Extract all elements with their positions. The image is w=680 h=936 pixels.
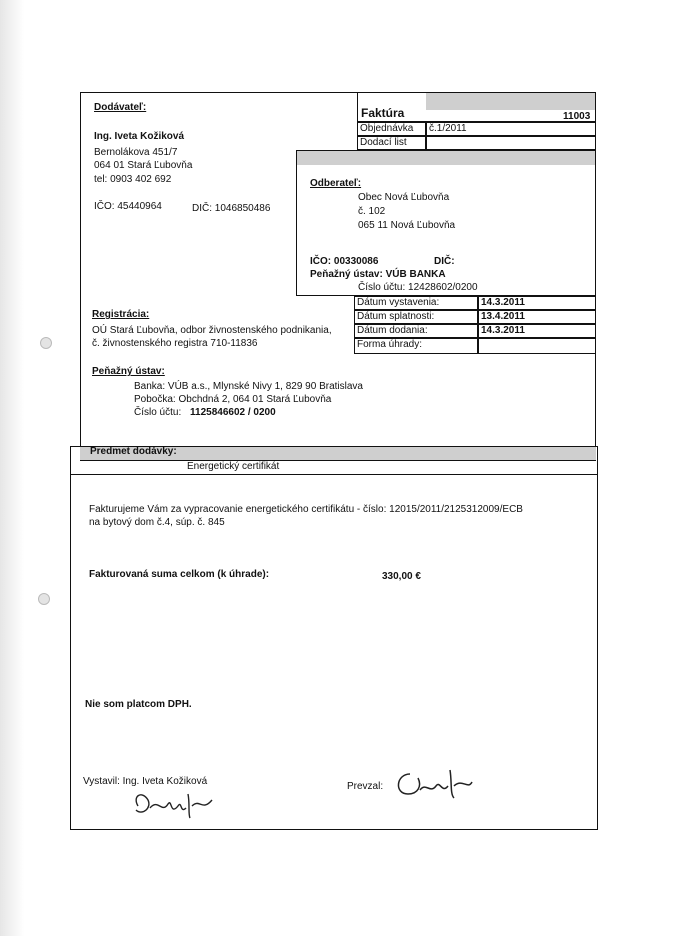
date-delivery-label: Dátum dodania: (354, 324, 478, 338)
total-value: 330,00 € (382, 571, 421, 582)
supplier-address2: 064 01 Stará Ľubovňa (94, 160, 193, 171)
subject-value: Energetický certifikát (187, 461, 280, 472)
date-delivery-value: 14.3.2011 (478, 324, 596, 338)
body-line2: na bytový dom č.4, súp. č. 845 (89, 517, 225, 528)
punch-hole-bottom (38, 593, 50, 605)
customer-bank: Peňažný ústav: VÚB BANKA (310, 269, 446, 280)
subject-divider (70, 474, 598, 475)
customer-city: 065 11 Nová Ľubovňa (358, 220, 456, 231)
customer-street: č. 102 (358, 206, 386, 217)
supplier-ico: IČO: 45440964 (94, 201, 162, 212)
issued-by: Vystavil: Ing. Iveta Kožiková (83, 776, 208, 787)
bank-account-label: Číslo účtu: (134, 407, 182, 418)
supplier-name: Ing. Iveta Kožiková (94, 131, 185, 142)
page-fold (0, 0, 24, 936)
total-label: Fakturovaná suma celkom (k úhrade): (89, 569, 270, 580)
vat-note: Nie som platcom DPH. (85, 699, 192, 710)
payment-form-label: Forma úhrady: (354, 338, 478, 354)
customer-heading: Odberateľ: (310, 178, 362, 189)
date-due-label: Dátum splatnosti: (354, 310, 478, 324)
bank-line2: Pobočka: Obchdná 2, 064 01 Stará Ľubovňa (134, 394, 332, 405)
date-issue-label: Dátum vystavenia: (354, 296, 478, 310)
order-value: č.1/2011 (426, 122, 596, 136)
invoice-header-shade (426, 93, 595, 110)
signature-issuer (128, 786, 220, 822)
payment-form-value (478, 338, 596, 354)
subject-heading: Predmet dodávky: (90, 446, 177, 457)
punch-hole-top (40, 337, 52, 349)
customer-name: Obec Nová Ľubovňa (358, 192, 450, 203)
customer-dic: DIČ: (434, 256, 455, 267)
body-line1: Fakturujeme Vám za vypracovanie energetického certifikátu - číslo: 12015/2011/2125312009/ECB (89, 504, 523, 515)
bank-heading: Peňažný ústav: (92, 366, 165, 377)
registration-heading: Registrácia: (92, 309, 150, 320)
date-due-value: 13.4.2011 (478, 310, 596, 324)
signature-receiver (392, 764, 478, 806)
customer-ico: IČO: 00330086 (310, 256, 379, 267)
invoice-title: Faktúra (361, 106, 405, 120)
order-label: Objednávka (357, 122, 426, 136)
registration-line2: č. živnostenského registra 710-11836 (92, 338, 258, 349)
received-by: Prevzal: (347, 781, 384, 792)
date-issue-value: 14.3.2011 (478, 296, 596, 310)
customer-box-shade (297, 151, 595, 165)
supplier-heading: Dodávateľ: (94, 102, 147, 113)
delivery-note-label: Dodací list (357, 136, 426, 150)
bank-line1: Banka: VÚB a.s., Mlynské Nivy 1, 829 90 Bratislava (134, 381, 363, 392)
invoice-number: 11003 (563, 111, 591, 122)
bank-account-value: 1125846602 / 0200 (190, 407, 276, 418)
registration-line1: OÚ Stará Ľubovňa, odbor živnostenského podnikania, (92, 325, 332, 336)
supplier-address1: Bernolákova 451/7 (94, 147, 178, 158)
supplier-dic: DIČ: 1046850486 (192, 203, 271, 214)
delivery-note-value (426, 136, 596, 150)
customer-account: Číslo účtu: 12428602/0200 (358, 282, 478, 293)
supplier-phone: tel: 0903 402 692 (94, 174, 172, 185)
